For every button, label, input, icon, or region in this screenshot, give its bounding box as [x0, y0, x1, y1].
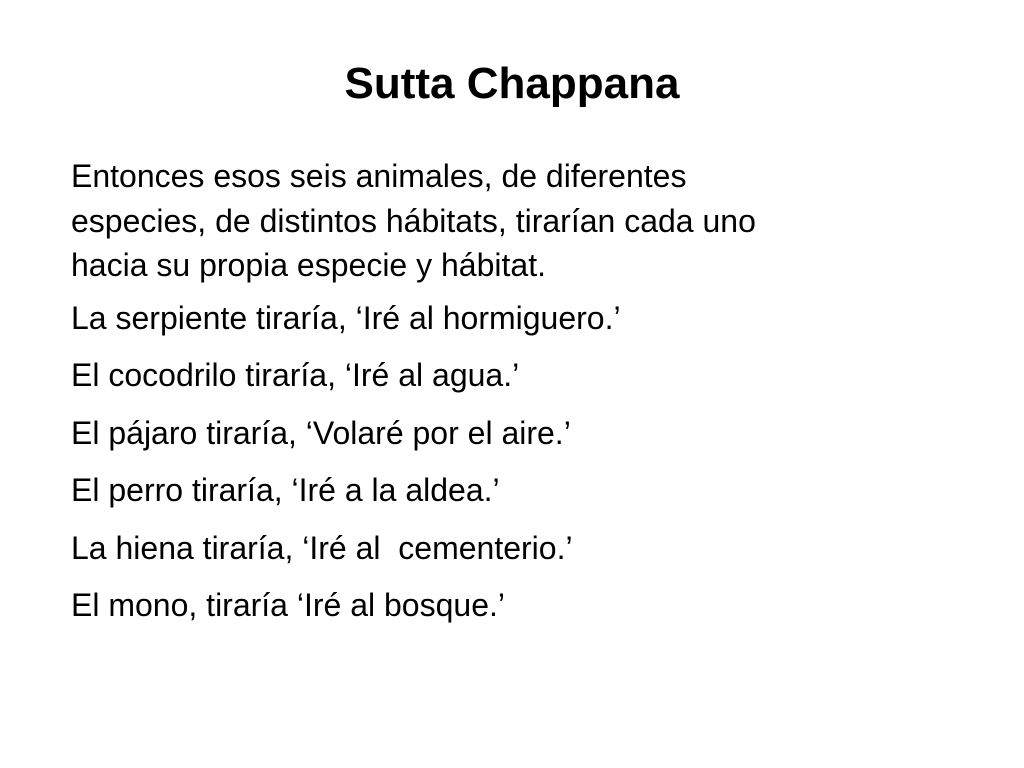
animal-line-monkey: El mono, tiraría ‘Iré al bosque.’ — [71, 587, 505, 624]
slide-title: Sutta Chappana — [344, 59, 680, 108]
animal-line-dog: El perro tiraría, ‘Iré a la aldea.’ — [71, 472, 500, 509]
animal-lines-list — [71, 300, 971, 625]
intro-paragraph — [71, 154, 971, 288]
animal-line-serpent: La serpiente tiraría, ‘Iré al hormiguero.’ — [71, 299, 621, 336]
intro-line: Entonces esos seis animales, de diferentes — [71, 158, 687, 194]
animal-line-crocodile: El cocodrilo tiraría, ‘Iré al agua.’ — [71, 357, 520, 394]
slide-body — [71, 154, 971, 645]
animal-line-bird: El pájaro tiraría, ‘Volaré por el aire.’ — [71, 414, 571, 451]
intro-line: especies, de distintos hábitats, tirarían cada uno — [71, 202, 756, 239]
animal-line-hyena: La hiena tiraría, ‘Iré al cementerio.’ — [71, 529, 573, 566]
intro-line: hacia su propia especie y hábitat. — [71, 247, 546, 283]
